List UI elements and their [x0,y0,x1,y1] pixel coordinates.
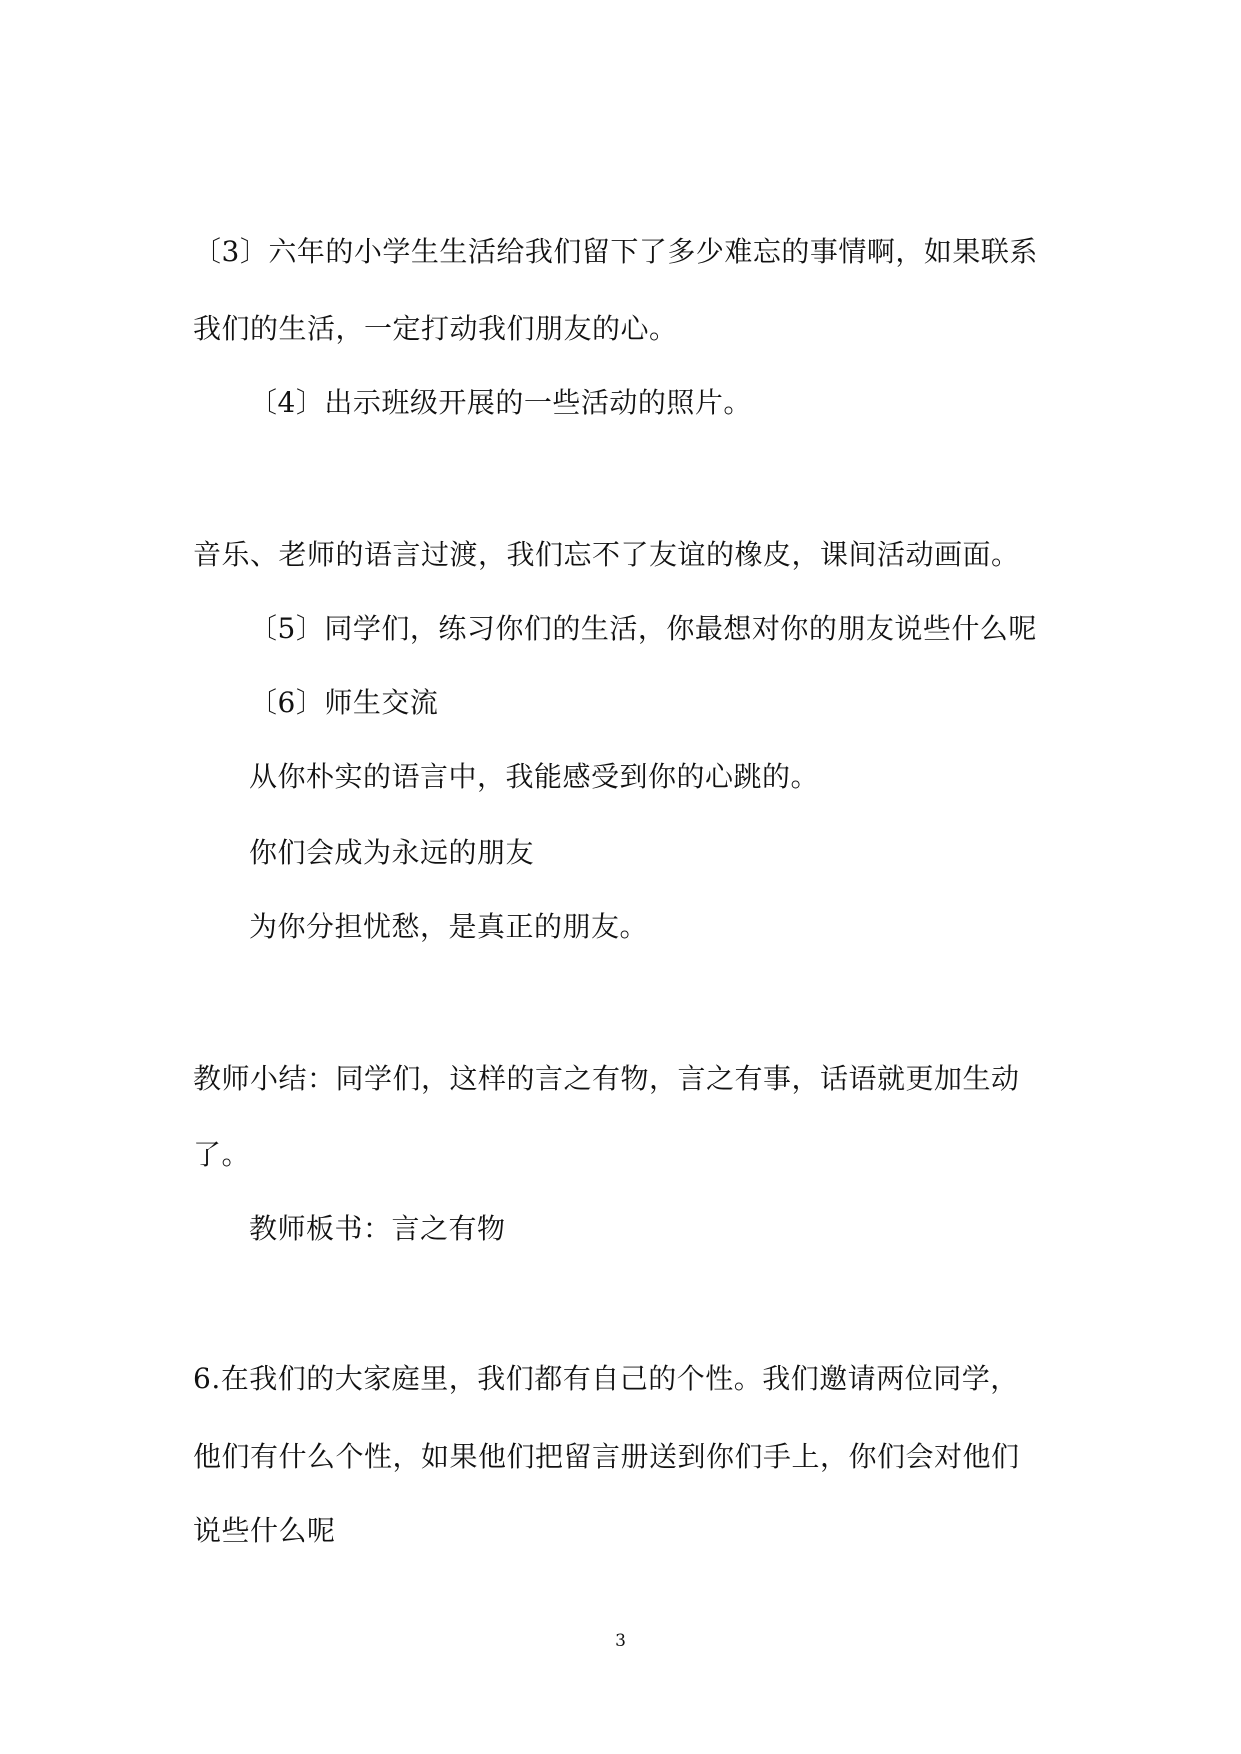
page-number: 3 [615,1631,626,1651]
paragraph-line: 了。 [193,1138,251,1171]
paragraph-line: 音乐、老师的语言过渡，我们忘不了友谊的橡皮，课间活动画面。 [193,538,1020,571]
paragraph-line: 你们会成为永远的朋友 [249,836,535,869]
paragraph-line: 教师板书：言之有物 [249,1212,506,1245]
paragraph-line: 他们有什么个性，如果他们把留言册送到你们手上，你们会对他们 [193,1440,1020,1473]
paragraph-line: 教师小结：同学们，这样的言之有物，言之有事，话语就更加生动 [193,1062,1020,1095]
paragraph-line: 为你分担忧愁，是真正的朋友。 [249,910,649,943]
paragraph-line: 〔5〕同学们，练习你们的生活，你最想对你的朋友说些什么呢 [249,612,1037,645]
paragraph-line: 从你朴实的语言中，我能感受到你的心跳的。 [249,760,820,793]
paragraph-line: 〔3〕六年的小学生生活给我们留下了多少难忘的事情啊，如果联系 [193,235,1038,268]
paragraph-line: 我们的生活，一定打动我们朋友的心。 [193,312,678,345]
paragraph-line: 〔6〕师生交流 [249,686,439,719]
paragraph-line: 〔4〕出示班级开展的一些活动的照片。 [249,386,752,419]
paragraph-line: 6.在我们的大家庭里，我们都有自己的个性。我们邀请两位同学， [193,1362,1019,1395]
paragraph-line: 说些什么呢 [193,1514,336,1547]
